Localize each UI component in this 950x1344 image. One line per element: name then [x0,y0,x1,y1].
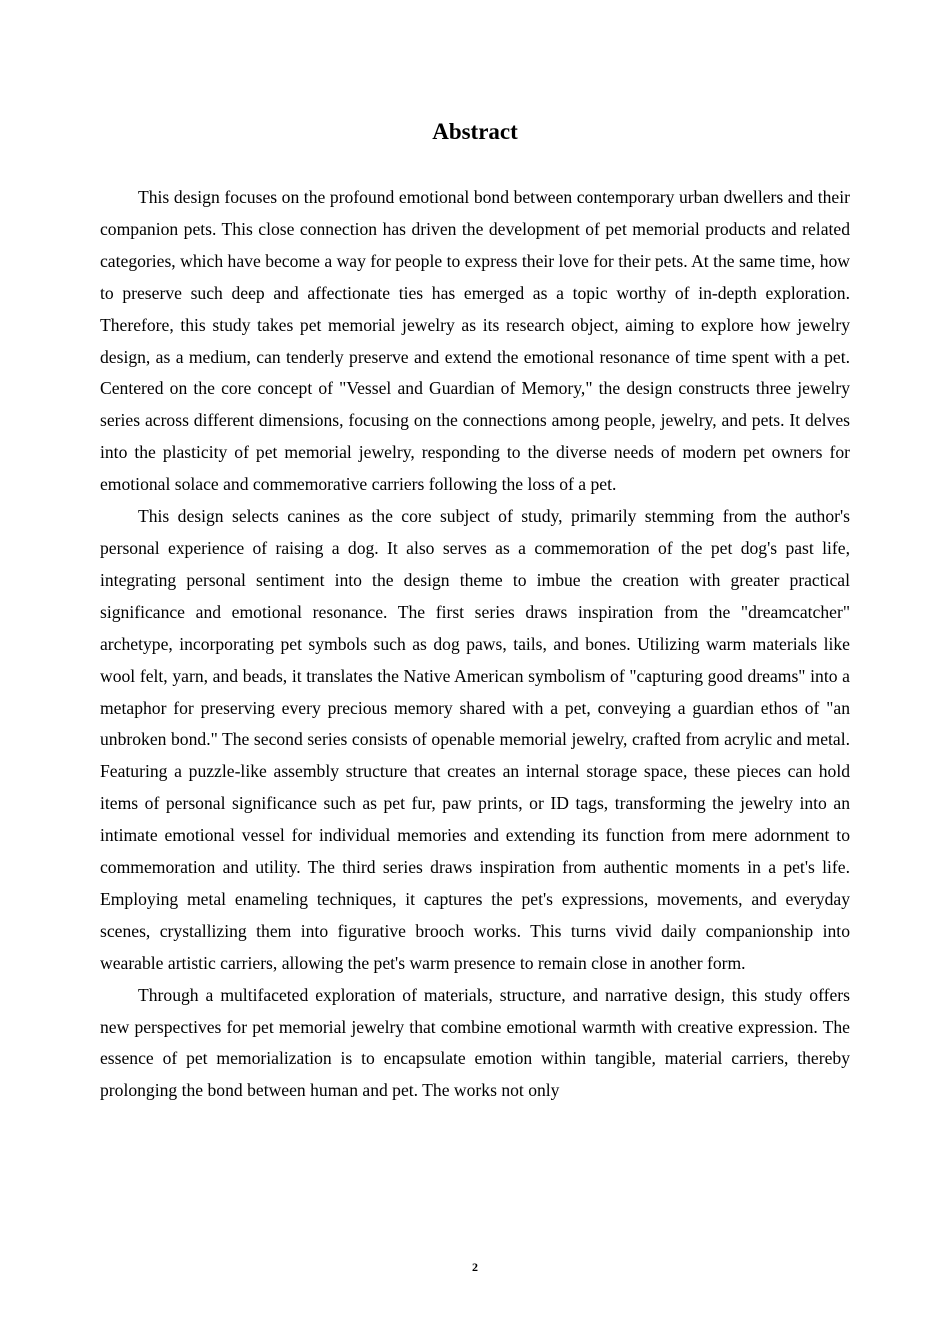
abstract-paragraph-2: This design selects canines as the core subject of study, primarily stemming from the author's personal experience of raising a dog. It also serves as a commemoration of the pet dog's past life, integrating personal sentiment into the design theme to imbue the creation with greater practical significance and emotional resonance. The first series draws inspiration from the "dreamcatcher" archetype, incorporating pet symbols such as dog paws, tails, and bones. Utilizing warm materials like wool felt, yarn, and beads, it translates the Native American symbolism of "capturing good dreams" into a metaphor for preserving every precious memory shared with a pet, conveying a guardian ethos of "an unbroken bond." The second series consists of openable memorial jewelry, crafted from acrylic and metal. Featuring a puzzle-like assembly structure that creates an internal storage space, these pieces can hold items of personal significance such as pet fur, paw prints, or ID tags, transforming the jewelry into an intimate emotional vessel for individual memories and extending its function from mere adornment to commemoration and utility. The third series draws inspiration from authentic moments in a pet's life. Employing metal enameling techniques, it captures the pet's expressions, movements, and everyday scenes, crystallizing them into figurative brooch works. This turns vivid daily companionship into wearable artistic carriers, allowing the pet's warm presence to remain close in another form. [100,506,850,973]
abstract-paragraph-3: Through a multifaceted exploration of materials, structure, and narrative design, this study offers new perspectives for pet memorial jewelry that combine emotional warmth with creative expression. The essence of pet memorialization is to encapsulate emotion within tangible, material carriers, thereby prolonging the bond between human and pet. The works not only [100,984,850,1101]
page-number: 2 [472,1260,478,1274]
page-title: Abstract [432,119,518,144]
abstract-paragraph-1: This design focuses on the profound emotional bond between contemporary urban dwellers and their companion pets. This close connection has driven the development of pet memorial products and related categories, which have become a way for people to express their love for their pets. At the same time, how to preserve such deep and affectionate ties has emerged as a topic worthy of in-depth exploration. Therefore, this study takes pet memorial jewelry as its research object, aiming to explore how jewelry design, as a medium, can tenderly preserve and extend the emotional resonance of time spent with a pet. Centered on the core concept of "Vessel and Guardian of Memory," the design constructs three jewelry series across different dimensions, focusing on the connections among people, jewelry, and pets. It delves into the plasticity of pet memorial jewelry, responding to the diverse needs of modern pet owners for emotional solace and commemorative carriers following the loss of a pet. [100,187,850,495]
abstract-body [100,182,850,1107]
